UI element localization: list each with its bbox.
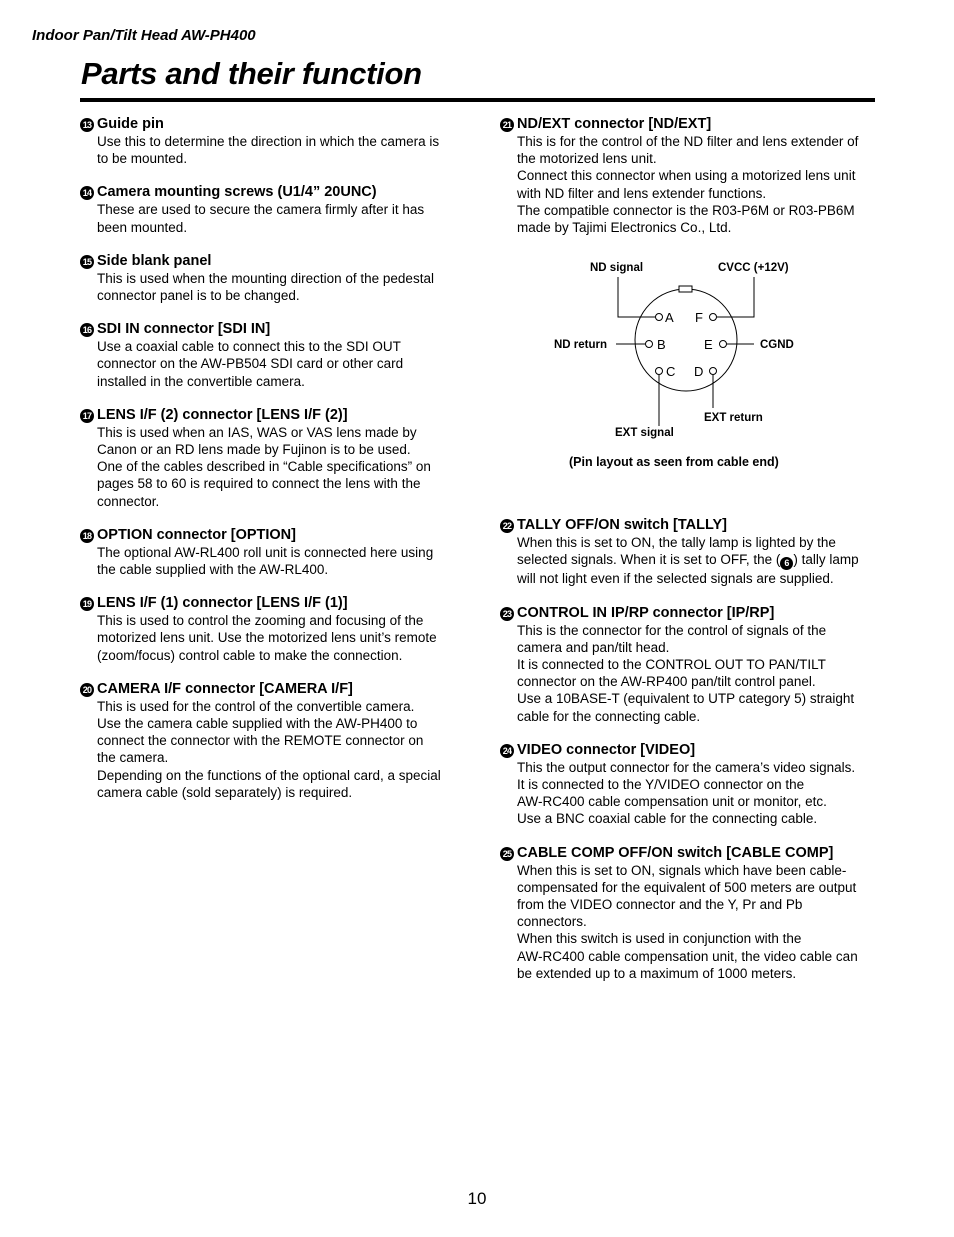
body-line: This is used when an IAS, WAS or VAS lens made by [97,424,417,440]
body-line: Use this to determine the direction in which the camera is [97,134,440,149]
section-title: SDI IN connector [SDI IN] [97,321,271,338]
body-line: One of the cables described in “Cable specifications” on [97,459,431,475]
connector-pin-diagram [500,242,880,504]
item-number-17: 17 [80,409,94,423]
pin-c [656,364,676,379]
body-line: motorized lens unit. Use the motorized lens unit’s remote [97,630,437,646]
section-option-connector [80,526,460,578]
section-title: LENS I/F (2) connector [LENS I/F (2)] [97,406,348,423]
page-number: 10 [467,1189,487,1208]
section-tally-switch [500,516,880,587]
body-line: with ND filter and lens extender functions. [517,185,767,201]
body-line: camera cable (sold separately) is required. [97,784,353,800]
body-line: connector panel is to be changed. [97,288,300,304]
body-line: Use a coaxial cable to connect this to the SDI OUT [97,339,401,355]
svg-text:A: A [665,310,674,326]
body-line-with-reference [517,551,880,570]
svg-text:E: E [704,337,713,353]
item-number-25: 25 [500,847,514,861]
item-number-24: 24 [500,744,514,758]
body-line: This is used when the mounting direction of the pedestal [97,270,434,286]
item-number-19: 19 [80,597,94,611]
body-line: It is connected to the Y/VIDEO connector on the [517,777,805,793]
body-line: connector on the AW-RP400 pan/tilt control panel. [517,674,816,690]
body-line: connect the connector with the REMOTE connector on [97,733,424,749]
item-number-20: 20 [80,683,94,697]
diagram-caption: (Pin layout as seen from cable end) [569,455,779,470]
item-number-reference-6: 6 [780,557,793,570]
section-camera-if-connector [80,680,460,801]
svg-text:C: C [666,364,676,380]
body-line: Depending on the functions of the optional card, a special [97,767,441,783]
body-line: compensated for the equivalent of 500 meters are output [517,879,857,895]
document-header: Indoor Pan/Tilt Head AW-PH400 [32,27,256,44]
body-line: When this switch is used in conjunction with the [517,931,802,947]
body-line: installed in the convertible camera. [97,373,305,389]
body-line: connector. [97,493,160,509]
body-line: This is the connector for the control of signals of the [517,622,827,638]
label-nd-signal: ND signal [590,262,644,275]
body-line: made by Tajimi Electronics Co., Ltd. [517,220,732,236]
svg-text:D: D [694,364,704,380]
body-line: the cable supplied with the AW-RL400. [97,562,329,578]
section-title: Guide pin [97,116,164,132]
body-line: This is for the control of the ND filter and lens extender of [517,134,859,149]
svg-text:F: F [695,310,703,326]
section-sdi-in-connector [80,320,460,390]
body-line: Use a BNC coaxial cable for the connecting cable. [517,811,818,827]
body-line: The compatible connector is the R03-P6M or R03-PB6M [517,202,855,218]
body-line: AW-RC400 cable compensation unit or monitor, etc. [517,794,827,810]
label-cvcc: CVCC (+12V) [718,262,789,275]
body-line: from the VIDEO connector and the Y, Pr and Pb [517,897,803,913]
body-line: cable for the connecting cable. [517,708,701,724]
section-title: ND/EXT connector [ND/EXT] [517,116,712,132]
title-rule [80,98,875,102]
section-title: VIDEO connector [VIDEO] [517,741,696,758]
body-line: The optional AW-RL400 roll unit is connected here using [97,544,434,560]
section-title: CAMERA I/F connector [CAMERA I/F] [97,680,353,697]
leader-cvcc [717,277,754,317]
body-line: connectors. [517,914,587,930]
body-line: Connect this connector when using a motorized lens unit [517,168,856,184]
body-line: These are used to secure the camera firmly after it has [97,202,425,218]
item-number-18: 18 [80,529,94,543]
section-nd-ext-connector [500,115,880,236]
section-title: Side blank panel [97,252,212,269]
pin-layout-diagram [500,242,880,504]
body-line: Use a 10BASE-T (equivalent to UTP category 5) straight [517,691,855,707]
section-title: TALLY OFF/ON switch [TALLY] [517,517,727,534]
body-line: connector on the AW-PB504 SDI card or other card [97,356,404,372]
body-line: Canon or an RD lens made by Fujinon is to be used. [97,442,411,458]
body-line: camera and pan/tilt head. [517,639,670,655]
section-lens-if-1-connector [80,594,460,664]
body-text: ) tally lamp [793,552,859,568]
item-number-22: 22 [500,519,514,533]
label-ext-signal: EXT signal [615,427,674,440]
item-number-16: 16 [80,323,94,337]
section-title: LENS I/F (1) connector [LENS I/F (1)] [97,595,348,612]
body-line: It is connected to the CONTROL OUT TO PAN/TILT [517,657,826,673]
pin-f [695,310,717,325]
section-video-connector [500,741,880,828]
body-line: (zoom/focus) control cable to make the connection. [97,647,403,663]
connector-outline [635,289,737,391]
body-line: When this is set to ON, signals which have been cable- [517,862,847,878]
right-column [500,115,880,998]
leader-nd-signal [618,277,655,317]
body-line: to be mounted. [97,151,188,167]
item-number-14: 14 [80,186,94,200]
connector-key-notch [679,286,692,292]
pin-a [656,310,675,325]
item-number-13: 13 [80,118,94,132]
body-line: the camera. [97,750,169,766]
body-line: the motorized lens unit. [517,151,657,167]
body-line: This is used for the control of the convertible camera. [97,698,415,714]
pin-b [646,337,666,352]
item-number-21: 21 [500,118,514,132]
body-line: be extended up to a maximum of 1000 meters. [517,965,797,981]
section-title: Camera mounting screws (U1/4” 20UNC) [97,184,377,201]
page-title: Parts and their function [81,56,422,91]
body-line: Use the camera cable supplied with the AW-PH400 to [97,716,418,732]
body-line: This is used to control the zooming and focusing of the [97,613,424,629]
section-side-blank-panel [80,252,460,304]
body-line: been mounted. [97,219,188,235]
item-number-15: 15 [80,255,94,269]
body-line: pages 58 to 60 is required to connect the lens with the [97,476,421,492]
pin-e [704,337,727,352]
body-line: When this is set to ON, the tally lamp is lighted by the [517,535,836,551]
label-ext-return: EXT return [704,412,763,425]
item-number-23: 23 [500,607,514,621]
section-title: OPTION connector [OPTION] [97,526,296,543]
svg-text:B: B [657,337,666,353]
body-line: This the output connector for the camera’s video signals. [517,759,856,775]
section-title: CABLE COMP OFF/ON switch [CABLE COMP] [517,844,834,861]
label-nd-return: ND return [554,339,608,352]
left-column [80,115,460,817]
section-camera-mounting-screws [80,183,460,235]
body-line: AW-RC400 cable compensation unit, the video cable can [517,948,858,964]
section-title: CONTROL IN IP/RP connector [IP/RP] [517,604,775,621]
body-text: selected signals. When it is set to OFF, the ( [517,552,781,568]
section-guide-pin [80,115,460,167]
label-cgnd: CGND [760,339,794,352]
body-line: will not light even if the selected signals are supplied. [517,571,834,587]
section-lens-if-2-connector [80,406,460,510]
section-control-in-connector [500,604,880,725]
section-cable-comp-switch [500,844,880,982]
